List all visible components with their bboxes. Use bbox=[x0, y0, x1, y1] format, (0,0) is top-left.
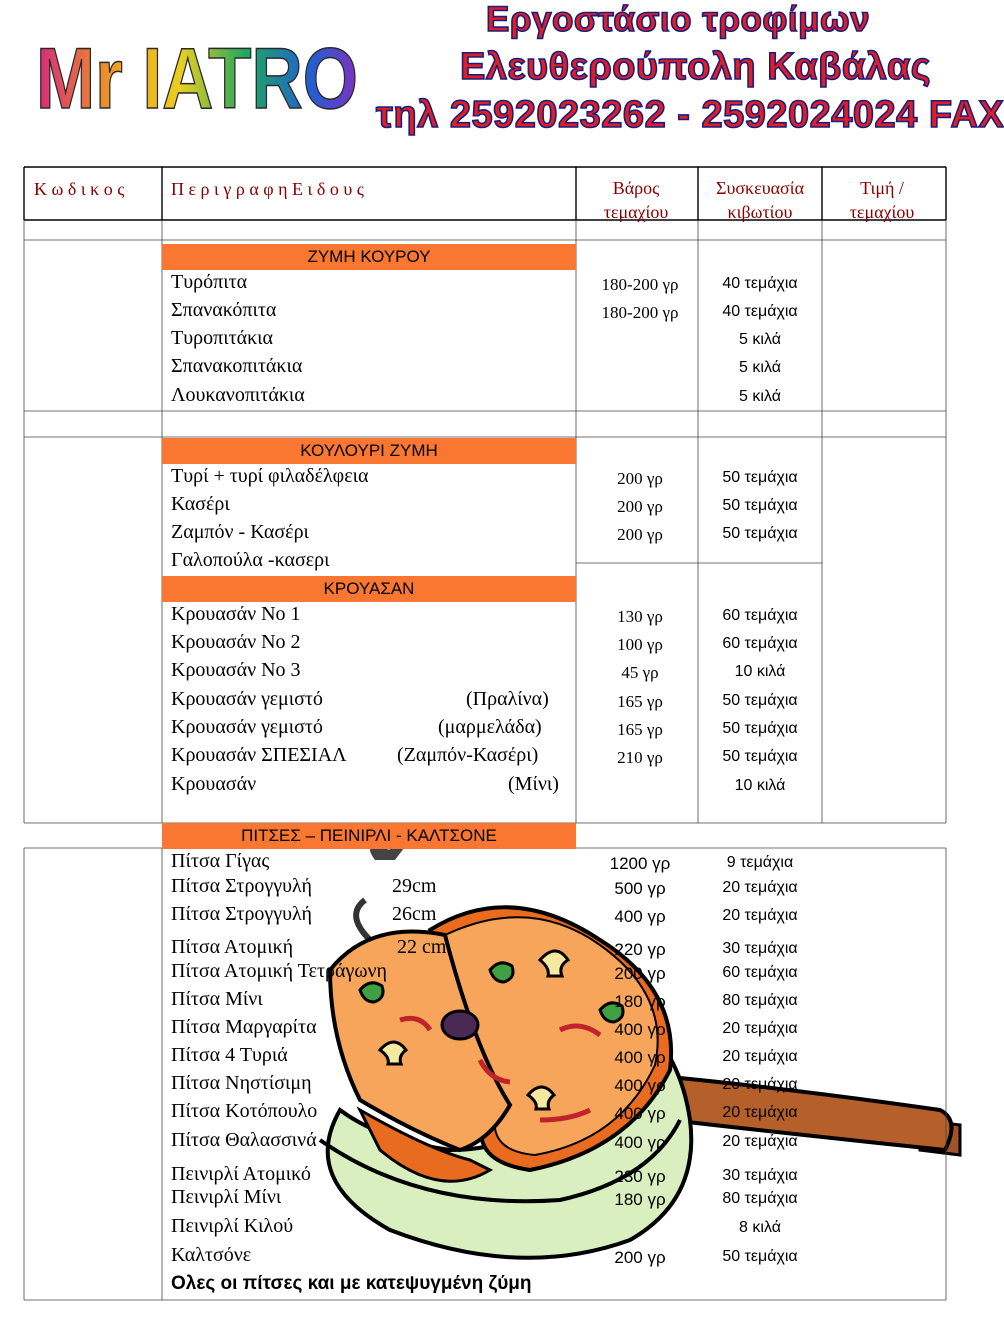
product-weight: 220 γρ bbox=[614, 940, 666, 959]
product-name: Κρουασάν γεμιστό bbox=[171, 716, 323, 738]
product-weight: 400 γρ bbox=[614, 1020, 666, 1039]
product-variant: 22 cm bbox=[397, 936, 447, 958]
product-pack: 50 τεμάχια bbox=[722, 748, 798, 765]
product-name: Πίτσα Μίνι bbox=[171, 988, 263, 1010]
product-pack: 20 τεμάχια bbox=[722, 879, 798, 896]
product-variant: (μαρμελάδα) bbox=[438, 716, 542, 738]
product-weight: 500 γρ bbox=[614, 879, 666, 898]
column-pack bbox=[698, 176, 822, 224]
product-name: Πίτσα 4 Τυριά bbox=[171, 1044, 288, 1066]
product-pack: 60 τεμάχια bbox=[722, 607, 798, 624]
product-name: Πεινιρλί Ατομικό bbox=[171, 1163, 311, 1185]
product-weight: 400 γρ bbox=[614, 907, 666, 926]
column-description: Π ε ρ ι γ ρ α φ η Ε ι δ ο υ ς bbox=[171, 179, 364, 199]
product-pack: 5 κιλά bbox=[739, 331, 781, 348]
product-name: Πίτσα Κοτόπουλο bbox=[171, 1100, 318, 1122]
product-pack: 50 τεμάχια bbox=[722, 720, 798, 737]
product-pack: 8 κιλά bbox=[739, 1219, 781, 1236]
product-weight: 180 γρ bbox=[614, 992, 666, 1011]
product-pack: 60 τεμάχια bbox=[722, 964, 798, 981]
product-name: Σπανακόπιτα bbox=[171, 299, 277, 321]
product-pack: 50 τεμάχια bbox=[722, 497, 798, 514]
product-name: Κρουασάν ΣΠΕΣΙΑΛ bbox=[171, 744, 347, 766]
product-name: Κρουασάν Νο 2 bbox=[171, 631, 301, 653]
product-variant: (Πραλίνα) bbox=[466, 688, 549, 710]
product-name: Καλτσόνε bbox=[171, 1244, 252, 1266]
product-weight: 165 γρ bbox=[617, 692, 663, 711]
product-name: Πίτσα Ατομική Τετράγωνη bbox=[171, 960, 388, 982]
product-variant: 29cm bbox=[392, 875, 437, 897]
company-phone: τηλ 2592023262 - 2592024024 FAX bbox=[376, 94, 1004, 136]
product-name: Πίτσα Γίγας bbox=[171, 850, 270, 872]
product-variant: (Μίνι) bbox=[508, 773, 559, 795]
product-name: Τυροπιτάκια bbox=[171, 327, 274, 349]
product-pack: 80 τεμάχια bbox=[722, 992, 798, 1009]
product-name: Κρουασάν bbox=[171, 773, 257, 795]
column-price bbox=[826, 176, 938, 224]
product-name: Σπανακοπιτάκια bbox=[171, 355, 303, 377]
company-title: Εργοστάσιο τροφίμων bbox=[486, 0, 871, 39]
product-weight: 200 γρ bbox=[617, 469, 663, 488]
product-name: Πίτσα Στρογγυλή bbox=[171, 903, 312, 925]
product-pack: 20 τεμάχια bbox=[722, 1048, 798, 1065]
product-pack: 80 τεμάχια bbox=[722, 1190, 798, 1207]
product-weight: 230 γρ bbox=[614, 1167, 666, 1186]
product-pack: 10 κιλά bbox=[734, 663, 786, 680]
product-name: Πίτσα Μαργαρίτα bbox=[171, 1016, 317, 1038]
product-pack: 20 τεμάχια bbox=[722, 907, 798, 924]
product-pack: 50 τεμάχια bbox=[722, 525, 798, 542]
product-pack: 10 κιλά bbox=[734, 777, 786, 794]
product-weight: 130 γρ bbox=[617, 607, 663, 626]
product-name: Πίτσα Νηστίσιμη bbox=[171, 1072, 312, 1094]
product-weight: 180-200 γρ bbox=[601, 303, 679, 322]
product-name: Ζαμπόν - Κασέρι bbox=[171, 521, 309, 543]
logo-text: Mr IATRO bbox=[36, 31, 358, 127]
column-code: Κ ω δ ι κ ο ς bbox=[34, 179, 125, 199]
product-pack: 50 τεμάχια bbox=[722, 692, 798, 709]
product-pack: 5 κιλά bbox=[739, 359, 781, 376]
product-weight: 210 γρ bbox=[617, 748, 663, 767]
product-weight: 100 γρ bbox=[617, 635, 663, 654]
section-zymi-kourou: ΖΥΜΗ ΚΟΥΡΟΥ bbox=[162, 244, 576, 270]
product-pack: 20 τεμάχια bbox=[722, 1104, 798, 1121]
product-name: Κρουασάν Νο 1 bbox=[171, 603, 301, 625]
product-weight: 165 γρ bbox=[617, 720, 663, 739]
section-pitses: ΠΙΤΣΕΣ – ΠΕΙΝΙΡΛΙ - ΚΑΛΤΣΟΝΕ bbox=[162, 823, 576, 849]
column-price-line1: Τιμή / bbox=[860, 178, 904, 198]
product-pack: 40 τεμάχια bbox=[722, 303, 798, 320]
product-weight: 200 γρ bbox=[614, 964, 666, 983]
product-pack: 50 τεμάχια bbox=[722, 469, 798, 486]
column-weight bbox=[576, 176, 696, 224]
product-weight: 400 γρ bbox=[614, 1048, 666, 1067]
product-name: Πίτσα Θαλασσινά bbox=[171, 1129, 317, 1151]
product-pack: 20 τεμάχια bbox=[722, 1076, 798, 1093]
section-koulouri-zymi: ΚΟΥΛΟΥΡΙ ΖΥΜΗ bbox=[162, 438, 576, 464]
product-name: Κασέρι bbox=[171, 493, 230, 515]
product-name: Γαλοπούλα -κασερι bbox=[171, 549, 330, 571]
product-name: Πεινιρλί Κιλού bbox=[171, 1215, 294, 1237]
product-pack: 40 τεμάχια bbox=[722, 275, 798, 292]
product-name: Πίτσα Ατομική bbox=[171, 936, 294, 958]
product-weight: 180 γρ bbox=[614, 1190, 666, 1209]
product-pack: 5 κιλά bbox=[739, 388, 781, 405]
product-name: Τυρί + τυρί φιλαδέλφεια bbox=[171, 465, 369, 487]
company-location: Ελευθερούπολη Καβάλας bbox=[460, 46, 931, 88]
product-name: Πίτσα Στρογγυλή bbox=[171, 875, 312, 897]
product-pack: 30 τεμάχια bbox=[722, 940, 798, 957]
product-weight: 400 γρ bbox=[614, 1076, 666, 1095]
product-variant: 26cm bbox=[392, 903, 437, 925]
product-name: Πεινιρλί Μίνι bbox=[171, 1186, 282, 1208]
product-name: Κρουασάν Νο 3 bbox=[171, 659, 301, 681]
product-name: Κρουασάν γεμιστό bbox=[171, 688, 323, 710]
product-pack: 20 τεμάχια bbox=[722, 1020, 798, 1037]
product-weight: 45 γρ bbox=[621, 663, 659, 682]
product-weight: 200 γρ bbox=[614, 1248, 666, 1267]
footnote: Ολες οι πίτσες και με κατεψυγμένη ζύμη bbox=[171, 1273, 532, 1294]
product-weight: 1200 γρ bbox=[609, 854, 671, 873]
product-name: Λουκανοπιτάκια bbox=[171, 384, 305, 406]
column-price-line2: τεμαχίου bbox=[849, 202, 915, 222]
column-pack-line1: Συσκευασία bbox=[715, 178, 805, 198]
product-pack: 9 τεμάχια bbox=[726, 854, 794, 871]
product-pack: 50 τεμάχια bbox=[722, 1248, 798, 1265]
product-variant: (Ζαμπόν-Κασέρι) bbox=[397, 744, 539, 766]
product-name: Τυρόπιτα bbox=[171, 271, 248, 293]
product-weight: 200 γρ bbox=[617, 497, 663, 516]
product-weight: 400 γρ bbox=[614, 1104, 666, 1123]
product-weight: 200 γρ bbox=[617, 525, 663, 544]
product-weight: 180-200 γρ bbox=[601, 275, 679, 294]
section-krouasan: ΚΡΟΥΑΣΑΝ bbox=[162, 576, 576, 602]
column-weight-line1: Βάρος bbox=[612, 178, 660, 198]
product-pack: 30 τεμάχια bbox=[722, 1167, 798, 1184]
column-pack-line2: κιβωτίου bbox=[727, 202, 793, 222]
product-weight: 400 γρ bbox=[614, 1133, 666, 1152]
product-pack: 20 τεμάχια bbox=[722, 1133, 798, 1150]
product-pack: 60 τεμάχια bbox=[722, 635, 798, 652]
column-weight-line2: τεμαχίου bbox=[603, 202, 669, 222]
